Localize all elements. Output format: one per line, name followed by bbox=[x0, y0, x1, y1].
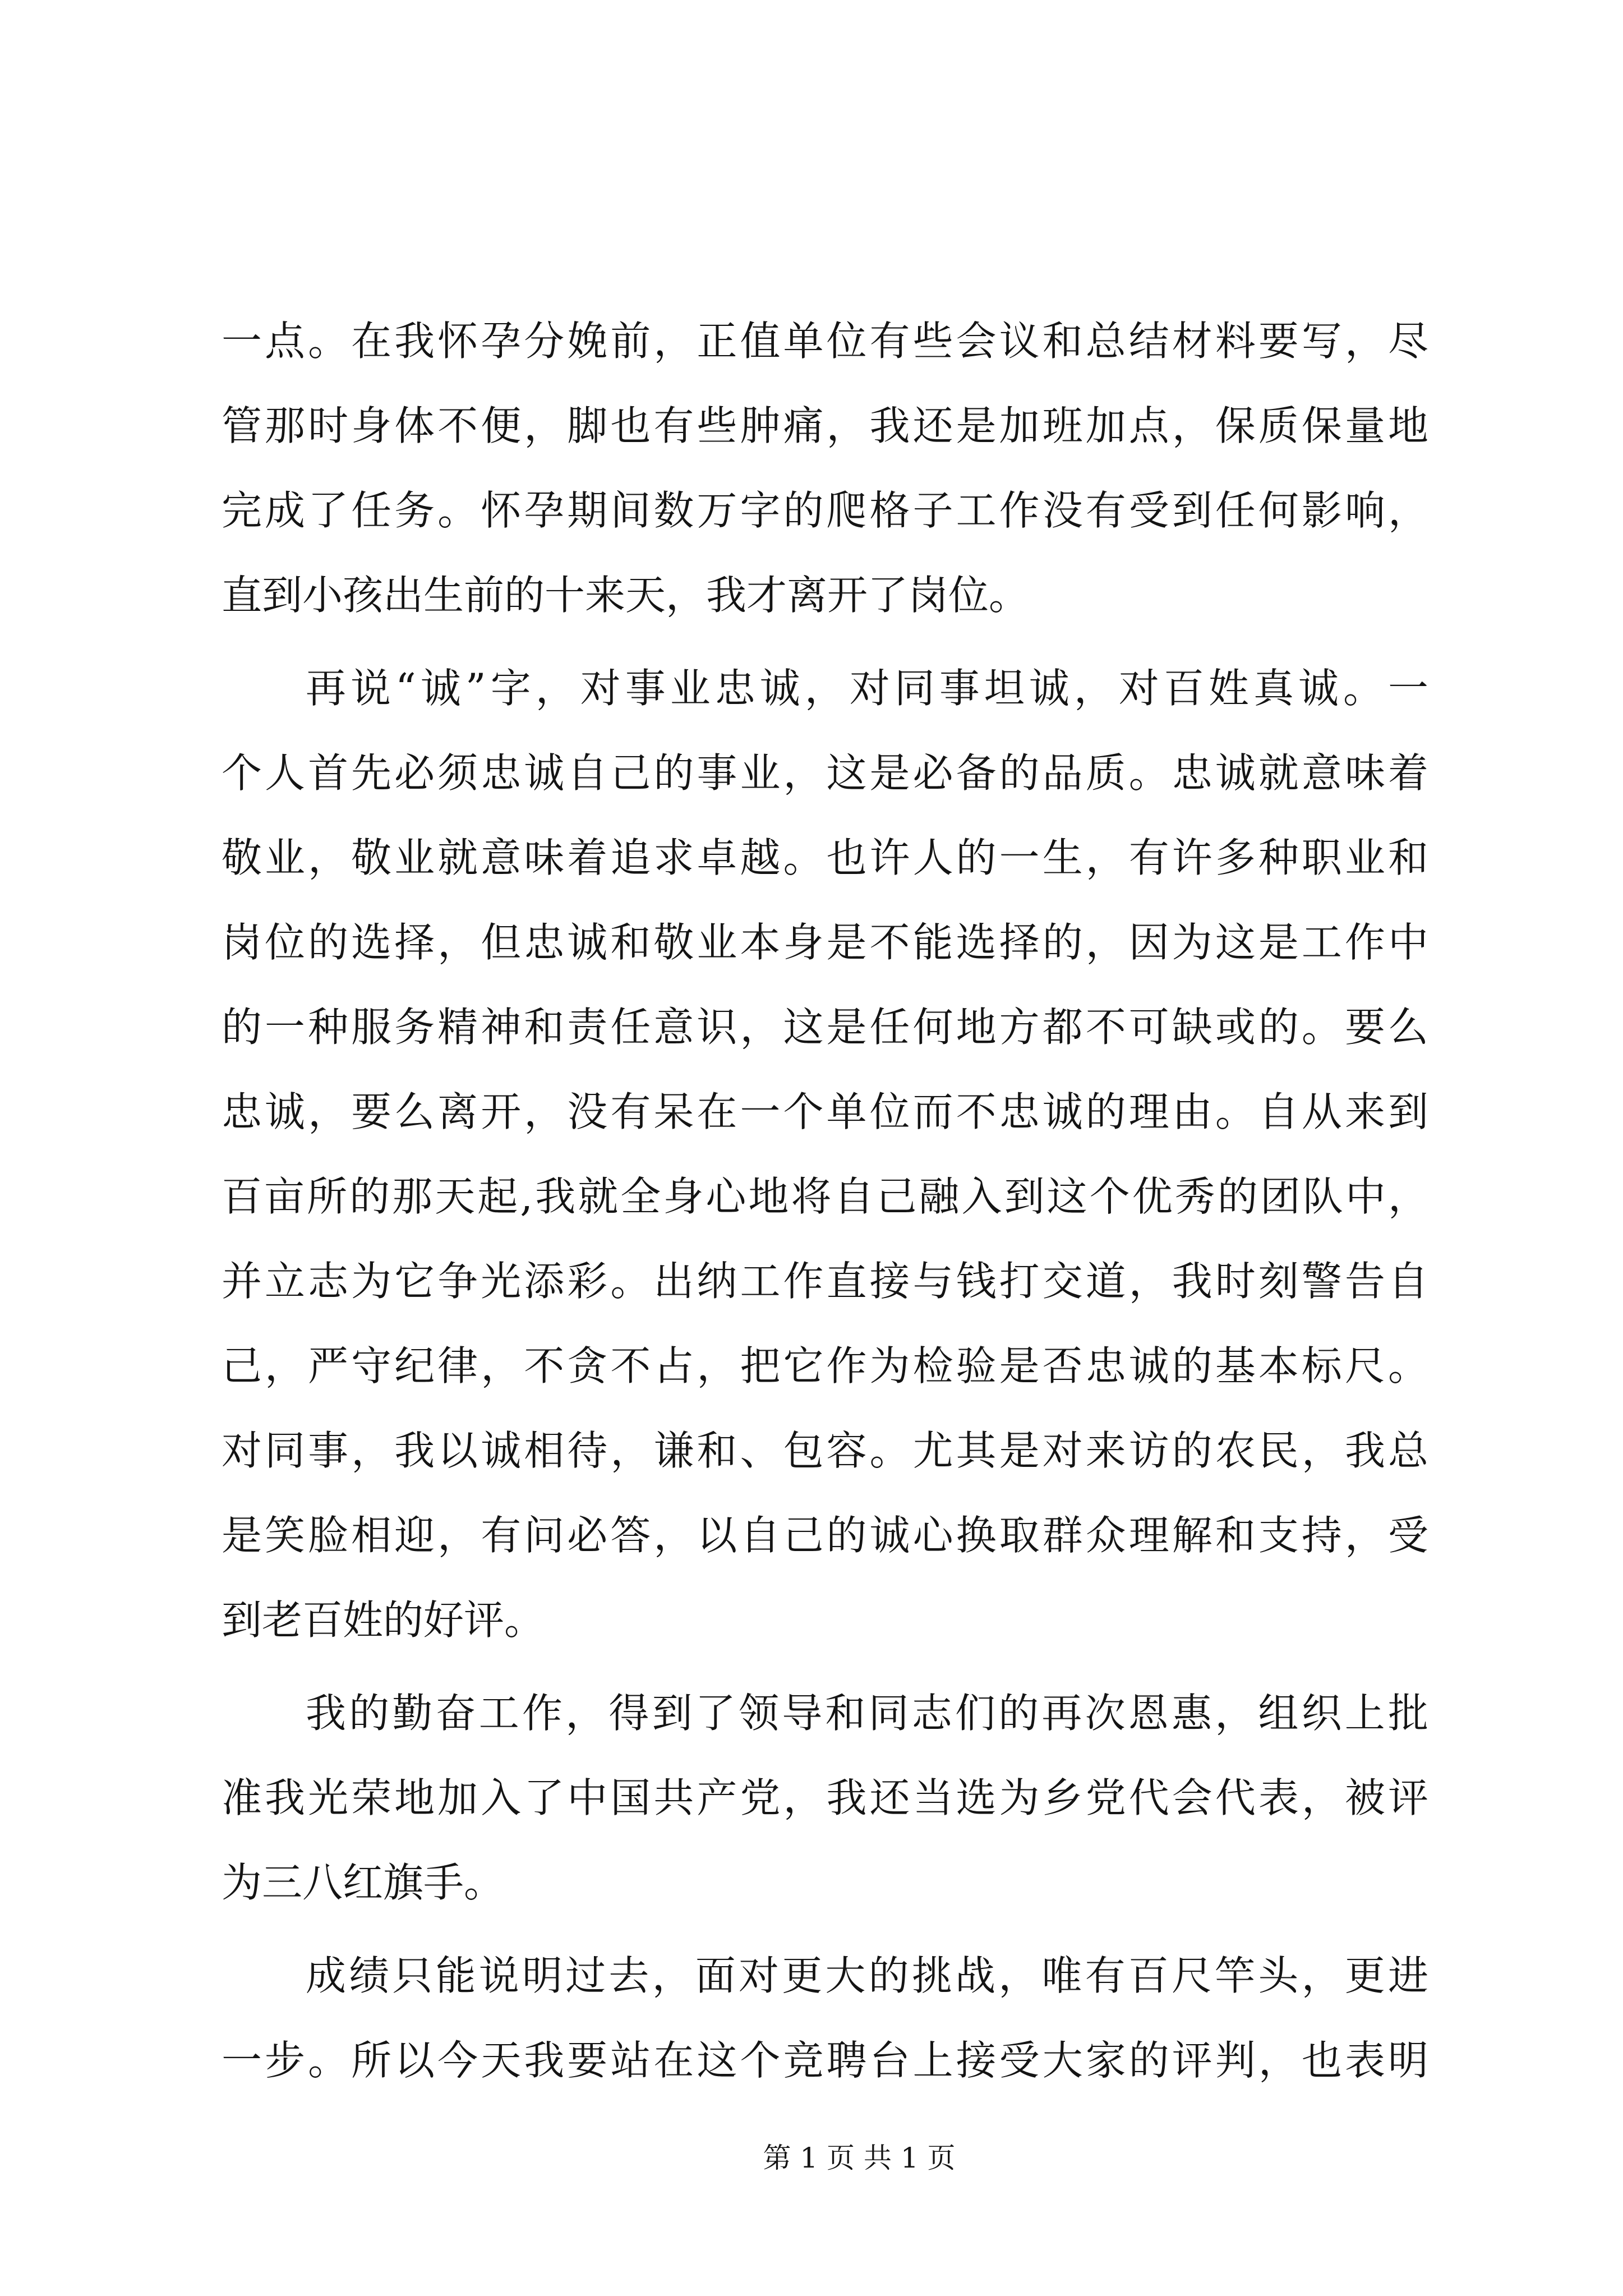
text-line: 岗位的选择，但忠诚和敬业本身是不能选择的，因为这是工作中 bbox=[222, 919, 1428, 966]
text-line: 一点。在我怀孕分娩前，正值单位有些会议和总结材料要写，尽 bbox=[222, 318, 1428, 365]
text-line: 完成了任务。怀孕期间数万字的爬格子工作没有受到任何影响， bbox=[222, 487, 1428, 534]
text-line: 个人首先必须忠诚自己的事业，这是必备的品质。忠诚就意味着 bbox=[222, 749, 1428, 797]
text-line: 我的勤奋工作，得到了领导和同志们的再次恩惠，组织上批 bbox=[306, 1690, 1428, 1737]
paragraph bbox=[222, 299, 1428, 638]
text-line: 管那时身体不便，脚也有些肿痛，我还是加班加点，保质保量地 bbox=[222, 402, 1428, 449]
text-line: 百亩所的那天起,我就全身心地将自己融入到这个优秀的团队中， bbox=[222, 1173, 1428, 1220]
text-line: 一步。所以今天我要站在这个竞聘台上接受大家的评判，也表明 bbox=[222, 2037, 1428, 2084]
text-line: 准我光荣地加入了中国共产党，我还当选为乡党代会代表，被评 bbox=[222, 1774, 1428, 1821]
text-line: 直到小孩出生前的十来天，我才离开了岗位。 bbox=[222, 572, 1030, 619]
text-line: 是笑脸相迎，有问必答，以自己的诚心换取群众理解和支持，受 bbox=[222, 1512, 1428, 1559]
text-line: 并立志为它争光添彩。出纳工作直接与钱打交道，我时刻警告自 bbox=[222, 1258, 1428, 1305]
text-line: 的一种服务精神和责任意识，这是任何地方都不可缺或的。要么 bbox=[222, 1004, 1428, 1051]
text-line: 对同事，我以诚相待，谦和、包容。尤其是对来访的农民，我总 bbox=[222, 1427, 1428, 1474]
text-line: 己，严守纪律，不贪不占，把它作为检验是否忠诚的基本标尺。 bbox=[222, 1342, 1428, 1389]
text-line: 为三八红旗手。 bbox=[222, 1859, 505, 1906]
text-line: 敬业，敬业就意味着追求卓越。也许人的一生，有许多种职业和 bbox=[222, 834, 1428, 881]
text-line: 忠诚，要么离开，没有呆在一个单位而不忠诚的理由。自从来到 bbox=[222, 1088, 1428, 1135]
document-body bbox=[222, 299, 1428, 2103]
paragraph bbox=[222, 646, 1428, 1663]
text-line: 再说“诚”字，对事业忠诚，对同事坦诚，对百姓真诚。一 bbox=[306, 665, 1428, 712]
text-line: 成绩只能说明过去，面对更大的挑战，唯有百尺竿头，更进 bbox=[306, 1952, 1428, 1999]
text-line: 到老百姓的好评。 bbox=[222, 1596, 545, 1644]
paragraph bbox=[222, 1934, 1428, 2103]
paragraph bbox=[222, 1671, 1428, 1925]
page-footer: 第 1 页 共 1 页 bbox=[763, 2142, 956, 2174]
